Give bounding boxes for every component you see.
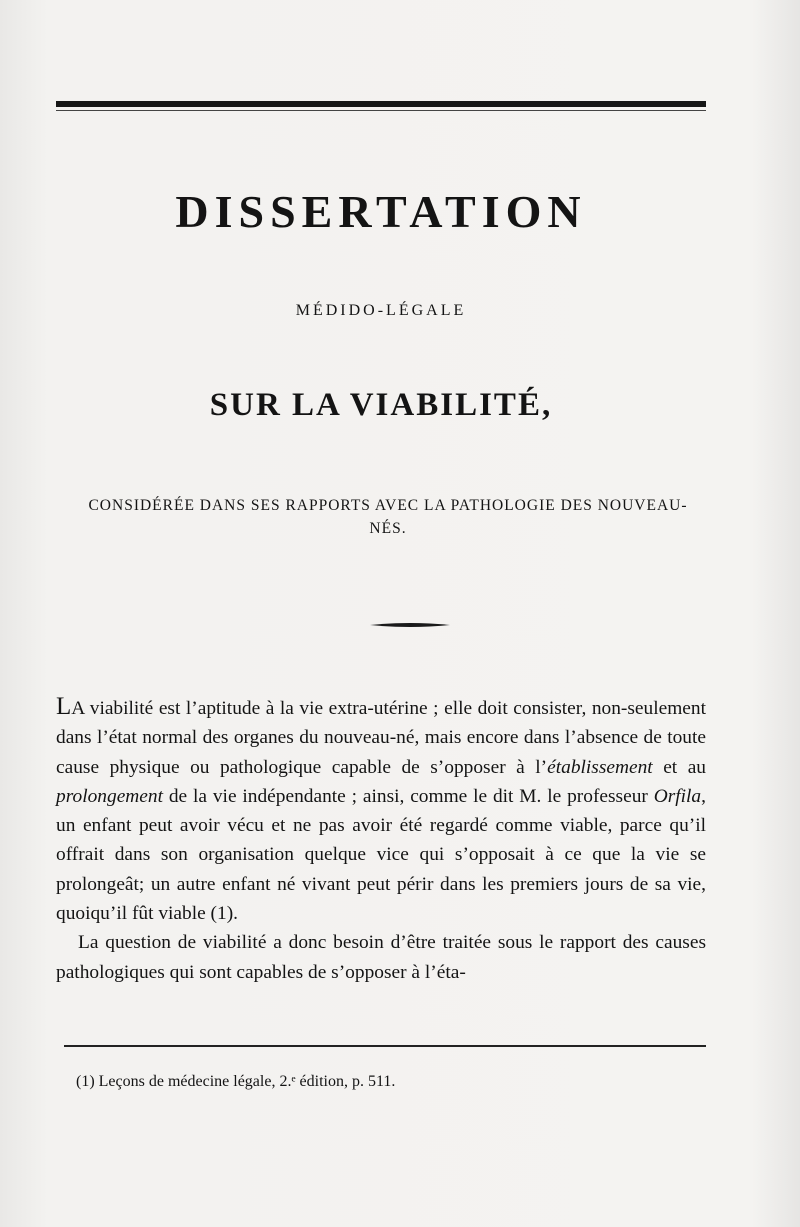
drop-cap: L: [56, 693, 72, 720]
top-thick-rule: [56, 101, 706, 107]
paragraph-1-part-4: , un enfant peut avoir vécu et ne pas avoir été regardé comme viable, parce qu’il offrait dans son organisation quelque vice qui s’opposait à ce que la vie se prolongeât; un autre enfant né vivant peut périr dans les premiers jours de sa vie, quoiqu’il fût viable (1).: [56, 785, 706, 925]
paragraph-1-part-1: A viabilité est l’aptitude à la vie extra-utérine ; elle doit consister, non-seulement dans l’état normal des organes du nouveau-né, mais encore dans l’absence de toute cause physique ou pathologique capable de s’opposer à l’: [56, 698, 706, 778]
document-title-secondary: SUR LA VIABILITÉ,: [209, 387, 553, 423]
paragraph-1-emphasis-2: prolongement: [56, 785, 163, 807]
paragraph-1-part-2: et au: [652, 756, 706, 778]
paragraph-1-emphasis-1: établissement: [547, 756, 653, 778]
footnote-rule: [64, 1045, 706, 1047]
body-text: [56, 692, 706, 987]
ornament-divider: [370, 622, 450, 628]
document-subheading: CONSIDÉRÉE DANS SES RAPPORTS AVEC LA PATHOLOGIE DES NOUVEAU-NÉS.: [88, 497, 688, 537]
paragraph-2: La question de viabilité a donc besoin d’être traitée sous le rapport des causes pathologiques qui sont capables de s’opposer à l’éta-: [56, 932, 706, 983]
top-thin-rule: [56, 110, 706, 111]
paragraph-1-emphasis-3: Orfila: [653, 785, 702, 807]
document-title: DISSERTATION: [175, 186, 587, 237]
paragraph-1-part-3: de la vie indépendante ; ainsi, comme le dit M. le professeur: [163, 785, 654, 807]
document-subtitle: MÉDIDO-LÉGALE: [295, 302, 467, 319]
paragraph-1: [56, 692, 706, 928]
footnote: (1) Leçons de médecine légale, 2.ᵉ édition, p. 511.: [76, 1073, 396, 1090]
